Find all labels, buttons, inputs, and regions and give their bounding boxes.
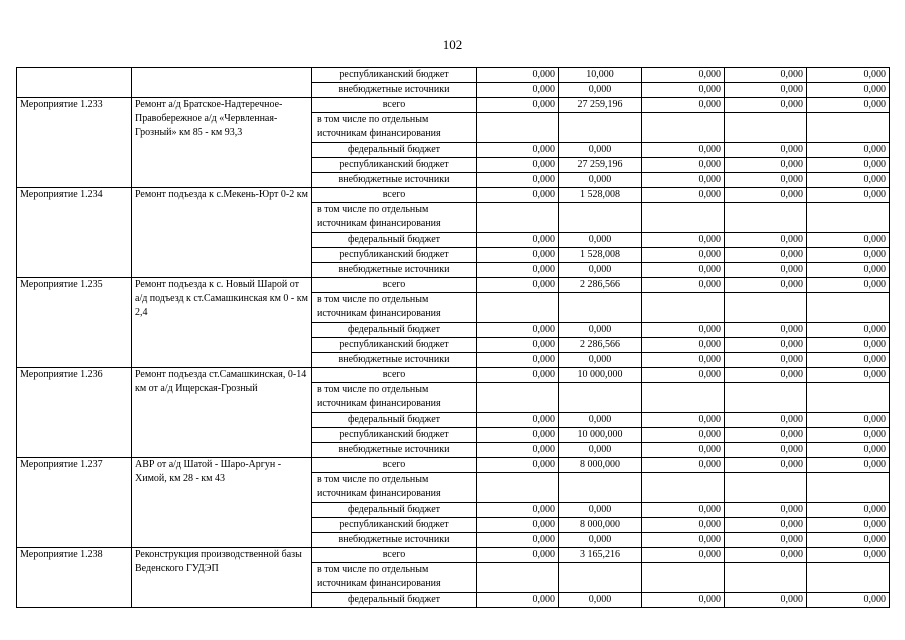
value-cell: 0,000 [725,368,807,383]
value-cell: 0,000 [477,338,559,353]
event-number: Мероприятие 1.234 [17,188,132,278]
source-label: федеральный бюджет [312,143,477,158]
value-cell: 3 165,216 [559,548,642,563]
source-label: в том числе по отдельным источникам финансирования [312,203,477,233]
empty-value-cell [725,563,807,593]
value-cell: 0,000 [807,428,890,443]
source-label: республиканский бюджет [312,428,477,443]
value-cell: 0,000 [807,518,890,533]
value-cell: 0,000 [477,593,559,608]
value-cell: 0,000 [642,548,725,563]
value-cell: 0,000 [559,143,642,158]
event-name: Ремонт а/д Братское-Надтеречное-Правобережное а/д «Червленная-Грозный» км 85 - км 93,3 [132,98,312,188]
empty-value-cell [477,203,559,233]
value-cell: 0,000 [642,443,725,458]
value-cell: 0,000 [477,143,559,158]
source-label: федеральный бюджет [312,503,477,518]
table-row [17,278,890,293]
empty-value-cell [725,203,807,233]
page-number: 102 [442,37,463,52]
empty-value-cell [559,563,642,593]
event-number: Мероприятие 1.236 [17,368,132,458]
value-cell: 0,000 [642,518,725,533]
value-cell: 0,000 [477,68,559,83]
empty-value-cell [559,113,642,143]
value-cell: 0,000 [642,593,725,608]
value-cell: 0,000 [642,83,725,98]
source-label: федеральный бюджет [312,593,477,608]
value-cell: 0,000 [642,248,725,263]
value-cell: 0,000 [559,353,642,368]
source-label: в том числе по отдельным источникам финансирования [312,563,477,593]
value-cell: 0,000 [477,248,559,263]
value-cell: 0,000 [807,233,890,248]
value-cell: 0,000 [807,278,890,293]
empty-value-cell [642,473,725,503]
value-cell: 0,000 [642,143,725,158]
value-cell: 0,000 [807,263,890,278]
empty-value-cell [559,203,642,233]
empty-value-cell [807,203,890,233]
value-cell: 0,000 [725,593,807,608]
value-cell: 0,000 [642,353,725,368]
source-label: в том числе по отдельным источникам финансирования [312,473,477,503]
budget-table-body [17,68,890,608]
value-cell: 0,000 [725,338,807,353]
empty-value-cell [477,563,559,593]
value-cell: 0,000 [725,518,807,533]
event-number: Мероприятие 1.237 [17,458,132,548]
source-label: в том числе по отдельным источникам финансирования [312,113,477,143]
value-cell: 0,000 [725,443,807,458]
value-cell: 0,000 [725,233,807,248]
value-cell: 10 000,000 [559,368,642,383]
source-label: республиканский бюджет [312,248,477,263]
empty-value-cell [477,293,559,323]
value-cell: 0,000 [807,368,890,383]
source-label: республиканский бюджет [312,158,477,173]
value-cell: 0,000 [559,263,642,278]
value-cell: 0,000 [642,338,725,353]
source-label: федеральный бюджет [312,413,477,428]
value-cell: 0,000 [559,233,642,248]
value-cell: 0,000 [477,443,559,458]
event-name: Реконструкция производственной базы Веденского ГУДЭП [132,548,312,608]
empty-value-cell [559,383,642,413]
value-cell: 0,000 [477,533,559,548]
empty-value-cell [559,473,642,503]
value-cell: 0,000 [477,98,559,113]
empty-value-cell [807,563,890,593]
value-cell: 0,000 [725,548,807,563]
value-cell: 0,000 [807,158,890,173]
empty-value-cell [477,383,559,413]
value-cell: 0,000 [559,443,642,458]
value-cell: 0,000 [807,323,890,338]
value-cell: 0,000 [807,98,890,113]
value-cell: 0,000 [725,158,807,173]
value-cell: 0,000 [477,458,559,473]
value-cell: 0,000 [725,428,807,443]
source-label: республиканский бюджет [312,518,477,533]
table-row [17,98,890,113]
value-cell: 0,000 [807,548,890,563]
value-cell: 0,000 [477,428,559,443]
value-cell: 0,000 [725,248,807,263]
empty-value-cell [725,293,807,323]
empty-value-cell [807,293,890,323]
value-cell: 0,000 [642,458,725,473]
value-cell: 0,000 [642,188,725,203]
value-cell: 0,000 [477,413,559,428]
value-cell: 0,000 [559,503,642,518]
value-cell: 0,000 [477,188,559,203]
source-label: всего [312,368,477,383]
value-cell: 0,000 [642,323,725,338]
value-cell: 0,000 [807,143,890,158]
value-cell: 0,000 [725,173,807,188]
source-label: внебюджетные источники [312,353,477,368]
source-label: республиканский бюджет [312,338,477,353]
value-cell: 0,000 [807,248,890,263]
value-cell: 0,000 [807,173,890,188]
empty-value-cell [642,113,725,143]
value-cell: 0,000 [725,68,807,83]
value-cell: 0,000 [725,188,807,203]
empty-value-cell [725,383,807,413]
empty-value-cell [642,563,725,593]
value-cell: 27 259,196 [559,98,642,113]
source-label: федеральный бюджет [312,233,477,248]
source-label: республиканский бюджет [312,68,477,83]
value-cell: 2 286,566 [559,338,642,353]
event-cell-continued [17,68,132,98]
value-cell: 0,000 [725,98,807,113]
value-cell: 2 286,566 [559,278,642,293]
source-label: всего [312,188,477,203]
value-cell: 10 000,000 [559,428,642,443]
empty-value-cell [725,113,807,143]
value-cell: 0,000 [807,353,890,368]
value-cell: 0,000 [559,533,642,548]
budget-table [16,67,890,608]
empty-value-cell [725,473,807,503]
empty-value-cell [642,383,725,413]
value-cell: 0,000 [725,458,807,473]
value-cell: 0,000 [807,83,890,98]
empty-value-cell [807,383,890,413]
value-cell: 0,000 [477,503,559,518]
value-cell: 27 259,196 [559,158,642,173]
value-cell: 0,000 [725,278,807,293]
value-cell: 0,000 [477,173,559,188]
empty-value-cell [642,293,725,323]
value-cell: 0,000 [559,83,642,98]
event-number: Мероприятие 1.233 [17,98,132,188]
event-number: Мероприятие 1.235 [17,278,132,368]
table-row [17,68,890,83]
value-cell: 0,000 [807,593,890,608]
value-cell: 0,000 [725,413,807,428]
value-cell: 0,000 [725,353,807,368]
value-cell: 0,000 [642,428,725,443]
value-cell: 0,000 [477,233,559,248]
value-cell: 8 000,000 [559,458,642,473]
value-cell: 0,000 [807,413,890,428]
value-cell: 0,000 [807,533,890,548]
event-name: Ремонт подъезда ст.Самашкинская, 0-14 км от а/д Ищерская-Грозный [132,368,312,458]
table-row [17,188,890,203]
source-label: внебюджетные источники [312,173,477,188]
value-cell: 0,000 [725,83,807,98]
source-label: внебюджетные источники [312,443,477,458]
source-label: всего [312,548,477,563]
value-cell: 0,000 [559,173,642,188]
value-cell: 0,000 [642,68,725,83]
value-cell: 0,000 [642,158,725,173]
source-label: внебюджетные источники [312,83,477,98]
empty-value-cell [642,203,725,233]
value-cell: 0,000 [642,413,725,428]
source-label: всего [312,458,477,473]
empty-value-cell [559,293,642,323]
value-cell: 0,000 [477,353,559,368]
value-cell: 0,000 [642,368,725,383]
source-label: всего [312,278,477,293]
value-cell: 0,000 [559,323,642,338]
value-cell: 0,000 [642,233,725,248]
value-cell: 0,000 [642,98,725,113]
source-label: внебюджетные источники [312,533,477,548]
value-cell: 0,000 [559,413,642,428]
source-label: в том числе по отдельным источникам финансирования [312,293,477,323]
value-cell: 10,000 [559,68,642,83]
source-label: в том числе по отдельным источникам финансирования [312,383,477,413]
value-cell: 0,000 [642,173,725,188]
value-cell: 0,000 [477,368,559,383]
value-cell: 0,000 [725,533,807,548]
empty-value-cell [807,113,890,143]
value-cell: 0,000 [725,263,807,278]
value-cell: 0,000 [807,68,890,83]
value-cell: 0,000 [642,503,725,518]
value-cell: 0,000 [559,593,642,608]
name-cell-continued [132,68,312,98]
value-cell: 0,000 [642,533,725,548]
value-cell: 8 000,000 [559,518,642,533]
value-cell: 0,000 [477,548,559,563]
value-cell: 0,000 [477,83,559,98]
table-row [17,368,890,383]
value-cell: 0,000 [725,143,807,158]
value-cell: 1 528,008 [559,248,642,263]
event-name: Ремонт подъезда к с.Мекень-Юрт 0-2 км [132,188,312,278]
value-cell: 0,000 [477,518,559,533]
value-cell: 0,000 [477,323,559,338]
value-cell: 0,000 [807,443,890,458]
event-name: Ремонт подъезда к с. Новый Шарой от а/д подъезд к ст.Самашкинская км 0 - км 2,4 [132,278,312,368]
table-row [17,458,890,473]
empty-value-cell [807,473,890,503]
empty-value-cell [477,113,559,143]
source-label: федеральный бюджет [312,323,477,338]
value-cell: 0,000 [642,263,725,278]
value-cell: 0,000 [807,188,890,203]
source-label: всего [312,98,477,113]
value-cell: 0,000 [642,278,725,293]
value-cell: 0,000 [725,503,807,518]
empty-value-cell [477,473,559,503]
event-number: Мероприятие 1.238 [17,548,132,608]
event-name: АВР от а/д Шатой - Шаро-Аргун - Химой, км 28 - км 43 [132,458,312,548]
value-cell: 0,000 [807,503,890,518]
value-cell: 0,000 [725,323,807,338]
value-cell: 0,000 [807,458,890,473]
value-cell: 1 528,008 [559,188,642,203]
table-row [17,548,890,563]
source-label: внебюджетные источники [312,263,477,278]
value-cell: 0,000 [477,158,559,173]
value-cell: 0,000 [477,263,559,278]
value-cell: 0,000 [477,278,559,293]
value-cell: 0,000 [807,338,890,353]
